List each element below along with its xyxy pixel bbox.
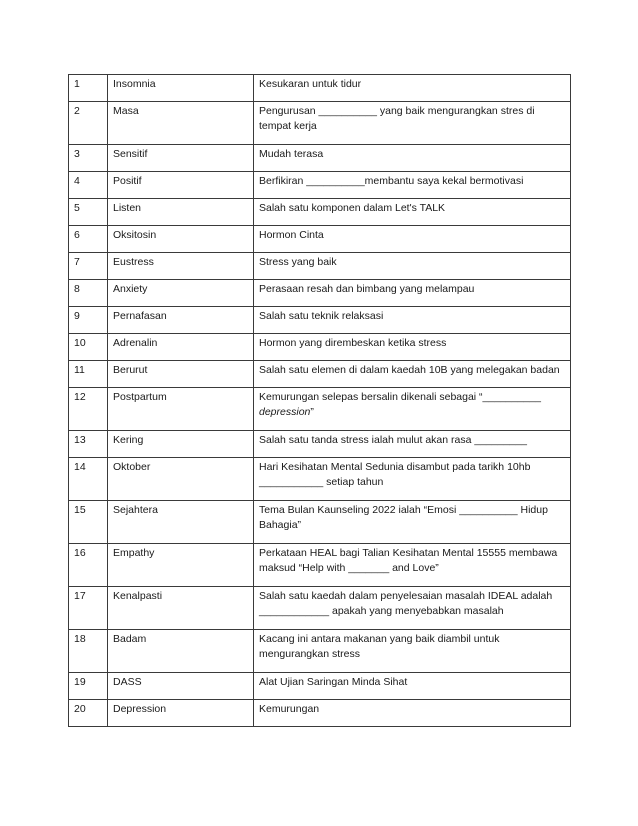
clue-line: ___________ setiap tahun — [259, 475, 384, 488]
table-row — [69, 253, 571, 280]
answer-cell: DASS — [108, 673, 254, 700]
table-row — [69, 431, 571, 458]
answer-cell: Depression — [108, 700, 254, 727]
clue-cell — [254, 388, 571, 431]
clue-cell — [254, 280, 571, 307]
clue-line: Perasaan resah dan bimbang yang melampau — [259, 283, 475, 295]
clue-line: maksud “Help with _______ and Love” — [259, 561, 439, 574]
table-row — [69, 458, 571, 501]
answer-table — [68, 74, 571, 727]
row-number: 10 — [69, 334, 108, 361]
answer-cell: Pernafasan — [108, 307, 254, 334]
row-number: 8 — [69, 280, 108, 307]
table-row — [69, 334, 571, 361]
row-number: 1 — [69, 75, 108, 102]
row-number: 18 — [69, 630, 108, 673]
answer-cell: Masa — [108, 102, 254, 145]
clue-cell — [254, 673, 571, 700]
clue-line: ____________ apakah yang menyebabkan masalah — [259, 604, 504, 617]
clue-cell — [254, 172, 571, 199]
row-number: 15 — [69, 501, 108, 544]
table-row — [69, 587, 571, 630]
row-number: 2 — [69, 102, 108, 145]
answer-cell: Insomnia — [108, 75, 254, 102]
clue-cell — [254, 226, 571, 253]
clue-line: Hormon Cinta — [259, 229, 324, 241]
clue-line: mengurangkan stress — [259, 647, 360, 660]
clue-line: Salah satu teknik relaksasi — [259, 310, 384, 322]
answer-cell: Badam — [108, 630, 254, 673]
table-row — [69, 172, 571, 199]
clue-cell — [254, 501, 571, 544]
table-row — [69, 700, 571, 727]
clue-line: Salah satu kaedah dalam penyelesaian masalah IDEAL adalah — [259, 590, 553, 602]
clue-cell — [254, 75, 571, 102]
row-number: 13 — [69, 431, 108, 458]
table-row — [69, 501, 571, 544]
clue-cell — [254, 102, 571, 145]
table-row — [69, 388, 571, 431]
clue-cell — [254, 587, 571, 630]
clue-line: tempat kerja — [259, 119, 317, 132]
clue-line: Mudah terasa — [259, 148, 324, 160]
clue-cell — [254, 199, 571, 226]
row-number: 14 — [69, 458, 108, 501]
clue-line: Alat Ujian Saringan Minda Sihat — [259, 676, 408, 688]
clue-line: Kemurungan — [259, 703, 320, 715]
answer-cell: Listen — [108, 199, 254, 226]
row-number: 7 — [69, 253, 108, 280]
table-row — [69, 544, 571, 587]
row-number: 12 — [69, 388, 108, 431]
clue-line: Kacang ini antara makanan yang baik diambil untuk — [259, 633, 500, 645]
clue-cell — [254, 630, 571, 673]
row-number: 5 — [69, 199, 108, 226]
italic-word: depression — [259, 405, 311, 418]
answer-cell: Oktober — [108, 458, 254, 501]
answer-cell: Sejahtera — [108, 501, 254, 544]
table-row — [69, 630, 571, 673]
clue-line: Kesukaran untuk tidur — [259, 78, 362, 90]
answer-cell: Empathy — [108, 544, 254, 587]
answer-cell: Oksitosin — [108, 226, 254, 253]
clue-line: Kemurungan selepas bersalin dikenali sebagai “__________ — [259, 391, 541, 403]
row-number: 20 — [69, 700, 108, 727]
table-row — [69, 199, 571, 226]
answer-cell: Kenalpasti — [108, 587, 254, 630]
answer-cell: Anxiety — [108, 280, 254, 307]
row-number: 3 — [69, 145, 108, 172]
answer-cell: Sensitif — [108, 145, 254, 172]
row-number: 16 — [69, 544, 108, 587]
clue-line: Salah satu elemen di dalam kaedah 10B yang melegakan badan — [259, 364, 560, 376]
table-row — [69, 102, 571, 145]
answer-cell: Postpartum — [108, 388, 254, 431]
clue-line: Hari Kesihatan Mental Sedunia disambut pada tarikh 10hb — [259, 461, 531, 473]
clue-cell — [254, 431, 571, 458]
clue-line: Hormon yang dirembeskan ketika stress — [259, 337, 447, 349]
row-number: 11 — [69, 361, 108, 388]
answer-table-body — [69, 75, 571, 727]
table-row — [69, 361, 571, 388]
clue-line: Berfikiran __________membantu saya kekal bermotivasi — [259, 175, 524, 187]
table-row — [69, 307, 571, 334]
clue-line: Perkataan HEAL bagi Talian Kesihatan Mental 15555 membawa — [259, 547, 558, 559]
answer-cell: Adrenalin — [108, 334, 254, 361]
answer-cell: Kering — [108, 431, 254, 458]
clue-line: Salah satu tanda stress ialah mulut akan rasa _________ — [259, 434, 527, 446]
clue-line: depression” — [259, 405, 314, 418]
clue-cell — [254, 361, 571, 388]
clue-cell — [254, 253, 571, 280]
answer-cell: Positif — [108, 172, 254, 199]
clue-line: Tema Bulan Kaunseling 2022 ialah “Emosi __________ Hidup — [259, 504, 548, 516]
row-number: 9 — [69, 307, 108, 334]
row-number: 17 — [69, 587, 108, 630]
clue-line: Salah satu komponen dalam Let's TALK — [259, 202, 446, 214]
clue-cell — [254, 700, 571, 727]
clue-cell — [254, 334, 571, 361]
answer-cell: Eustress — [108, 253, 254, 280]
row-number: 19 — [69, 673, 108, 700]
clue-line: Bahagia” — [259, 518, 302, 531]
table-row — [69, 673, 571, 700]
table-row — [69, 145, 571, 172]
row-number: 6 — [69, 226, 108, 253]
clue-cell — [254, 145, 571, 172]
table-row — [69, 75, 571, 102]
table-row — [69, 226, 571, 253]
clue-cell — [254, 544, 571, 587]
row-number: 4 — [69, 172, 108, 199]
clue-cell — [254, 458, 571, 501]
table-row — [69, 280, 571, 307]
answer-cell: Berurut — [108, 361, 254, 388]
clue-cell — [254, 307, 571, 334]
clue-line: Stress yang baik — [259, 256, 337, 268]
clue-line: Pengurusan __________ yang baik mengurangkan stres di — [259, 105, 535, 117]
